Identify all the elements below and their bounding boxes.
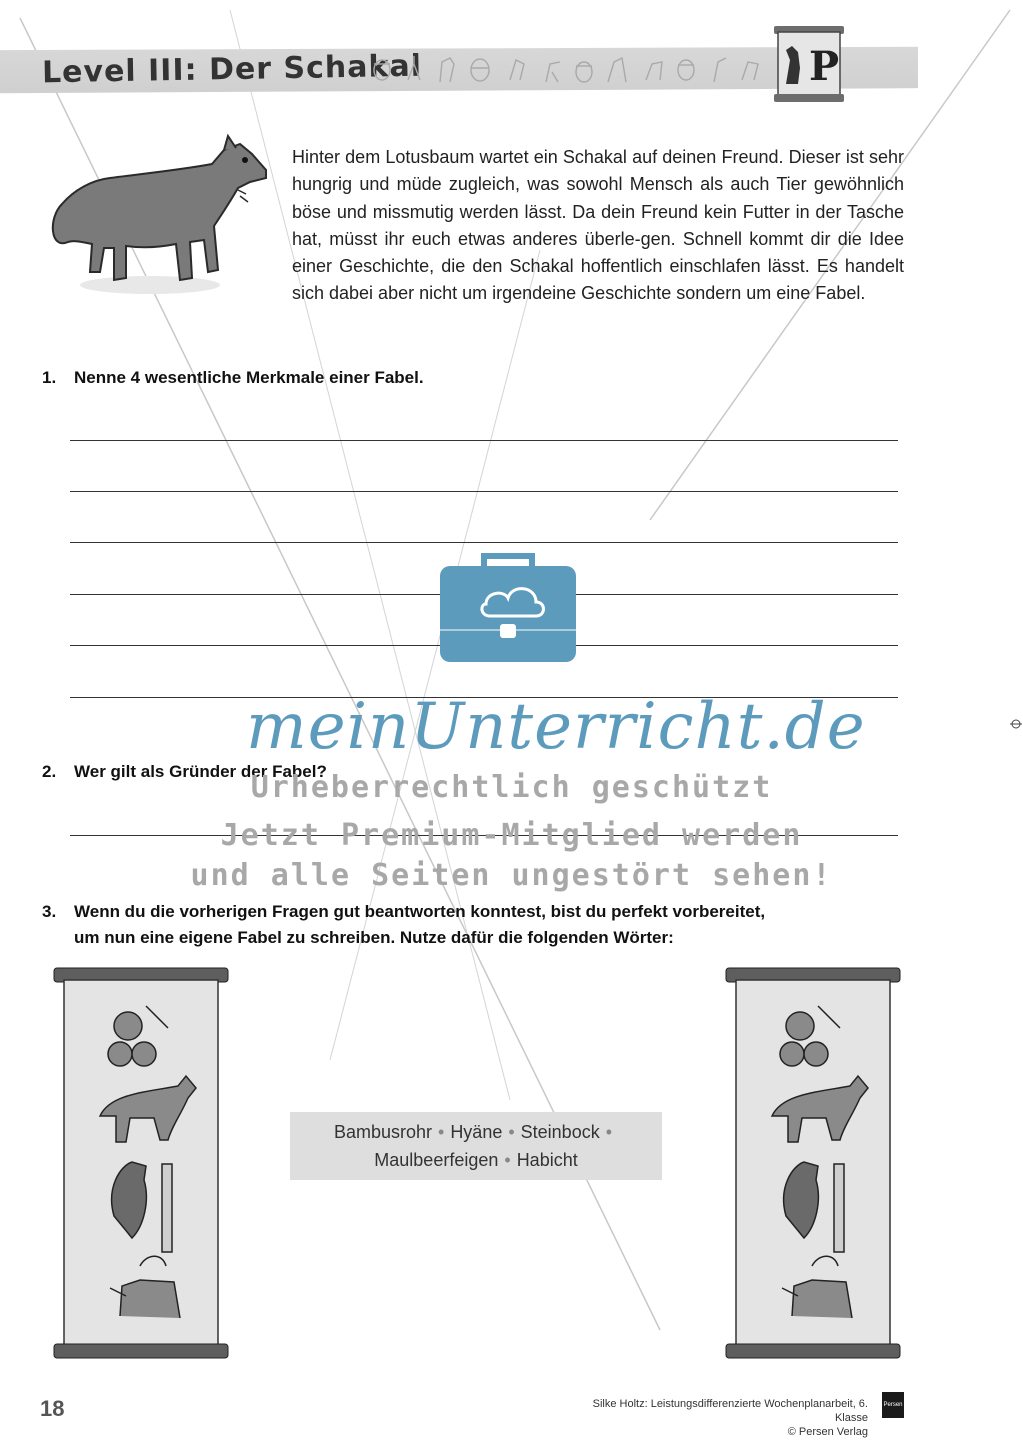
question-number: 3.: [42, 902, 57, 921]
word-row-2: [290, 1146, 662, 1174]
word-list-box: [290, 1112, 662, 1180]
question-text: Wer gilt als Gründer der Fabel?: [74, 762, 327, 781]
papyrus-scroll-right-icon: [722, 966, 904, 1361]
word-separator: •: [504, 1150, 511, 1170]
question-text-continued: um nun eine eigene Fabel zu schreiben. Nutze dafür die folgenden Wörter:: [74, 928, 674, 947]
papyrus-logo-icon: [768, 22, 850, 104]
word-item: Maulbeerfeigen: [374, 1150, 499, 1170]
word-item: Bambusrohr: [333, 1122, 432, 1142]
watermark-brand: meinUnterricht.de: [246, 690, 866, 764]
question-3: [42, 902, 922, 956]
watermark-line-2: Jetzt Premium-Mitglied werden: [220, 818, 803, 853]
answer-line[interactable]: [70, 440, 898, 441]
question-text: Nenne 4 wesentliche Merkmale einer Fabel.: [74, 368, 424, 387]
word-item: Steinbock: [520, 1122, 600, 1142]
question-1: [42, 368, 902, 392]
word-row-1: [290, 1118, 662, 1146]
watermark-line-3: und alle Seiten ungestört sehen!: [190, 858, 833, 893]
question-text: Wenn du die vorherigen Fragen gut beantworten konntest, bist du perfekt vorbereitet,: [74, 902, 766, 921]
registration-mark-icon: [1010, 718, 1022, 730]
word-item: Habicht: [516, 1150, 578, 1170]
publisher-logo: Persen: [882, 1392, 904, 1418]
intro-paragraph: Hinter dem Lotusbaum wartet ein Schakal auf deinen Freund. Dieser ist sehr hungrig und müde zugleich, was sowohl Mensch als auch Tier gewöhnlich böse und missmutig werden lässt. Da dein Freund kein Futter in der Tasche hat, müsst ihr euch etwas anderes überle-gen. Schnell kommt dir die Idee einer Geschichte, die den Schakal hoffentlich einschlafen lässt. Es handelt sich dabei aber nicht um irgendeine Geschichte sondern um eine Fabel.: [292, 147, 904, 304]
jackal-illustration-icon: [40, 130, 280, 300]
question-number: 1.: [42, 368, 57, 387]
watermark-line-1: Urheberrechtlich geschützt: [250, 770, 773, 805]
page-title: Level III: Der Schakal: [41, 48, 423, 91]
word-separator: •: [605, 1122, 613, 1142]
page-number: 18: [40, 1396, 65, 1421]
footer-credit-line-2: © Persen Verlag: [787, 1426, 868, 1438]
word-separator: •: [508, 1122, 515, 1142]
footer-credit: [560, 1397, 868, 1439]
svg-text:P: P: [808, 43, 840, 90]
word-item: Hyäne: [450, 1122, 503, 1142]
papyrus-scroll-left-icon: [50, 966, 232, 1361]
word-separator: •: [438, 1122, 445, 1142]
answer-line[interactable]: [70, 542, 898, 543]
briefcase-cloud-icon: [438, 552, 578, 664]
footer-credit-line-1: Silke Holtz: Leistungsdifferenzierte Wochenplanarbeit, 6. Klasse: [592, 1398, 868, 1424]
answer-line[interactable]: [70, 491, 898, 492]
question-number: 2.: [42, 762, 57, 781]
